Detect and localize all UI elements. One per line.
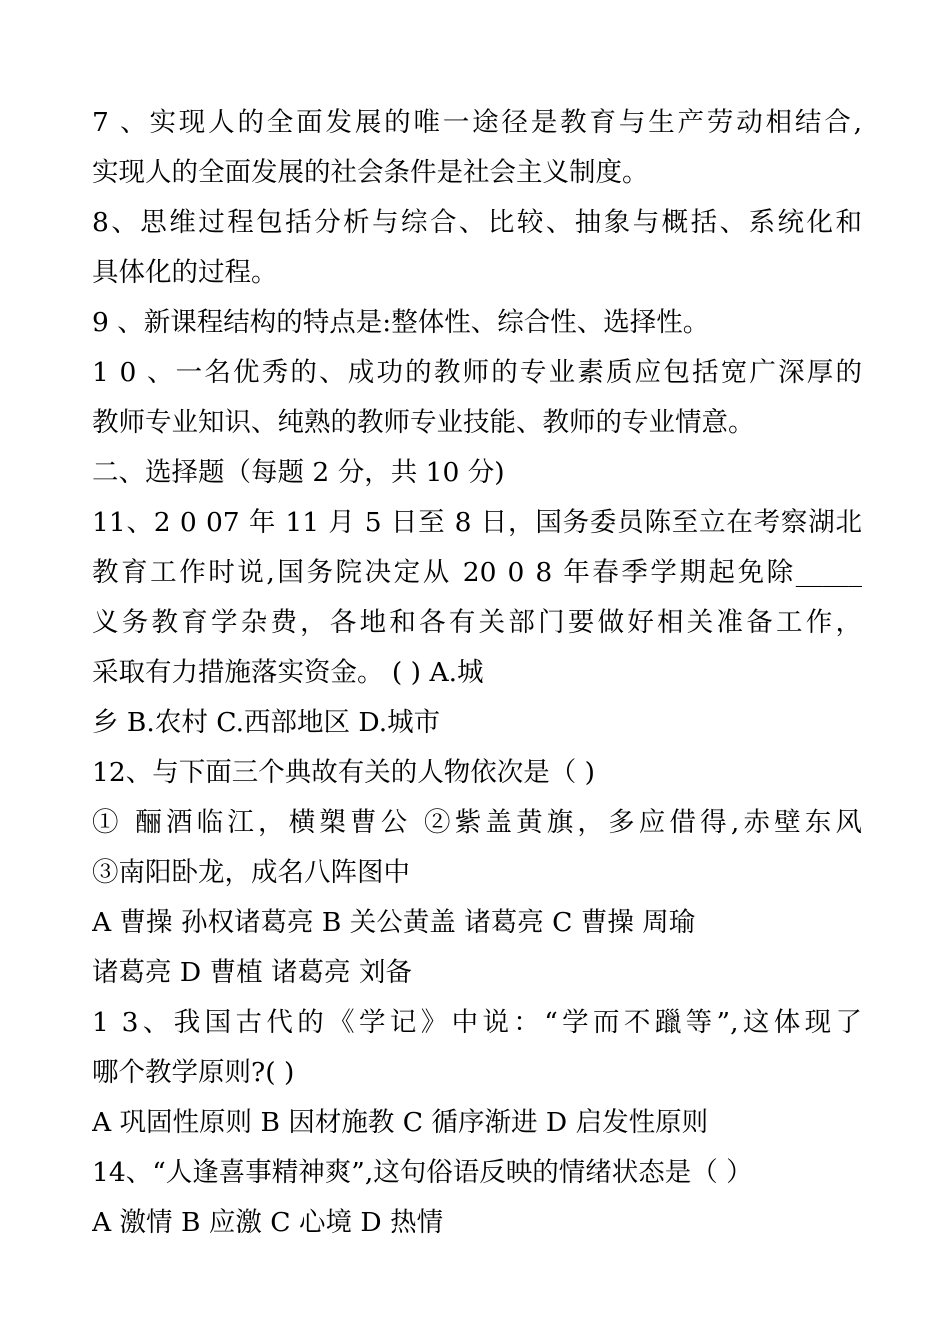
answer-options: A 曹操 孙权诸葛亮 B 关公黄盖 诸葛亮 C 曹操 周瑜 <box>92 907 696 938</box>
section-heading: 二、选择题（每题 2 分，共 10 分) <box>92 457 505 488</box>
answer-options: A 巩固性原则 B 因材施教 C 循序渐进 D 启发性原则 <box>92 1107 709 1138</box>
text-line: 1 0 、一名优秀的、成功的教师的专业素质应包括宽广深厚的 <box>92 357 862 388</box>
text-line: 11、2 0 07 年 11 月 5 日至 8 日，国务委员陈至立在考察湖北 <box>92 507 862 538</box>
text-line: 教师专业知识、纯熟的教师专业技能、教师的专业情意。 <box>92 407 755 438</box>
text-line: 8、思维过程包括分析与综合、比较、抽象与概括、系统化和 <box>92 207 862 238</box>
document-body <box>92 98 862 1248</box>
text-line: ① 酾酒临江，横槊曹公 ②紫盖黄旗，多应借得,赤壁东风 <box>92 807 862 838</box>
text-line: 具体化的过程。 <box>92 257 278 288</box>
text-line: ③南阳卧龙，成名八阵图中 <box>92 857 410 888</box>
text-line: 义务教育学杂费，各地和各有关部门要做好相关准备工作， <box>92 607 862 638</box>
question-line: 1 3、我国古代的《学记》中说：“学而不躐等”,这体现了 <box>92 1007 862 1038</box>
answer-options: A 激情 B 应激 C 心境 D 热情 <box>92 1207 444 1238</box>
answer-options: 乡 B.农村 C.西部地区 D.城市 <box>92 707 441 738</box>
question-line: 12、与下面三个典故有关的人物依次是（ ) <box>92 757 595 788</box>
text-line: 实现人的全面发展的社会条件是社会主义制度。 <box>92 157 649 188</box>
text-line: 哪个教学原则?( ) <box>92 1057 295 1088</box>
text-line: 教育工作时说,国务院决定从 20 0 8 年春季学期起免除_____ <box>92 557 862 588</box>
text-line: 采取有力措施落实资金。 ( ) A.城 <box>92 657 484 688</box>
answer-options: 诸葛亮 D 曹植 诸葛亮 刘备 <box>92 957 412 988</box>
text-line: 9 、新课程结构的特点是:整体性、综合性、选择性。 <box>92 307 710 338</box>
text-line: 7 、实现人的全面发展的唯一途径是教育与生产劳动相结合, <box>92 107 862 138</box>
question-line: 14、“人逢喜事精神爽”,这句俗语反映的情绪状态是（ ） <box>92 1157 753 1188</box>
